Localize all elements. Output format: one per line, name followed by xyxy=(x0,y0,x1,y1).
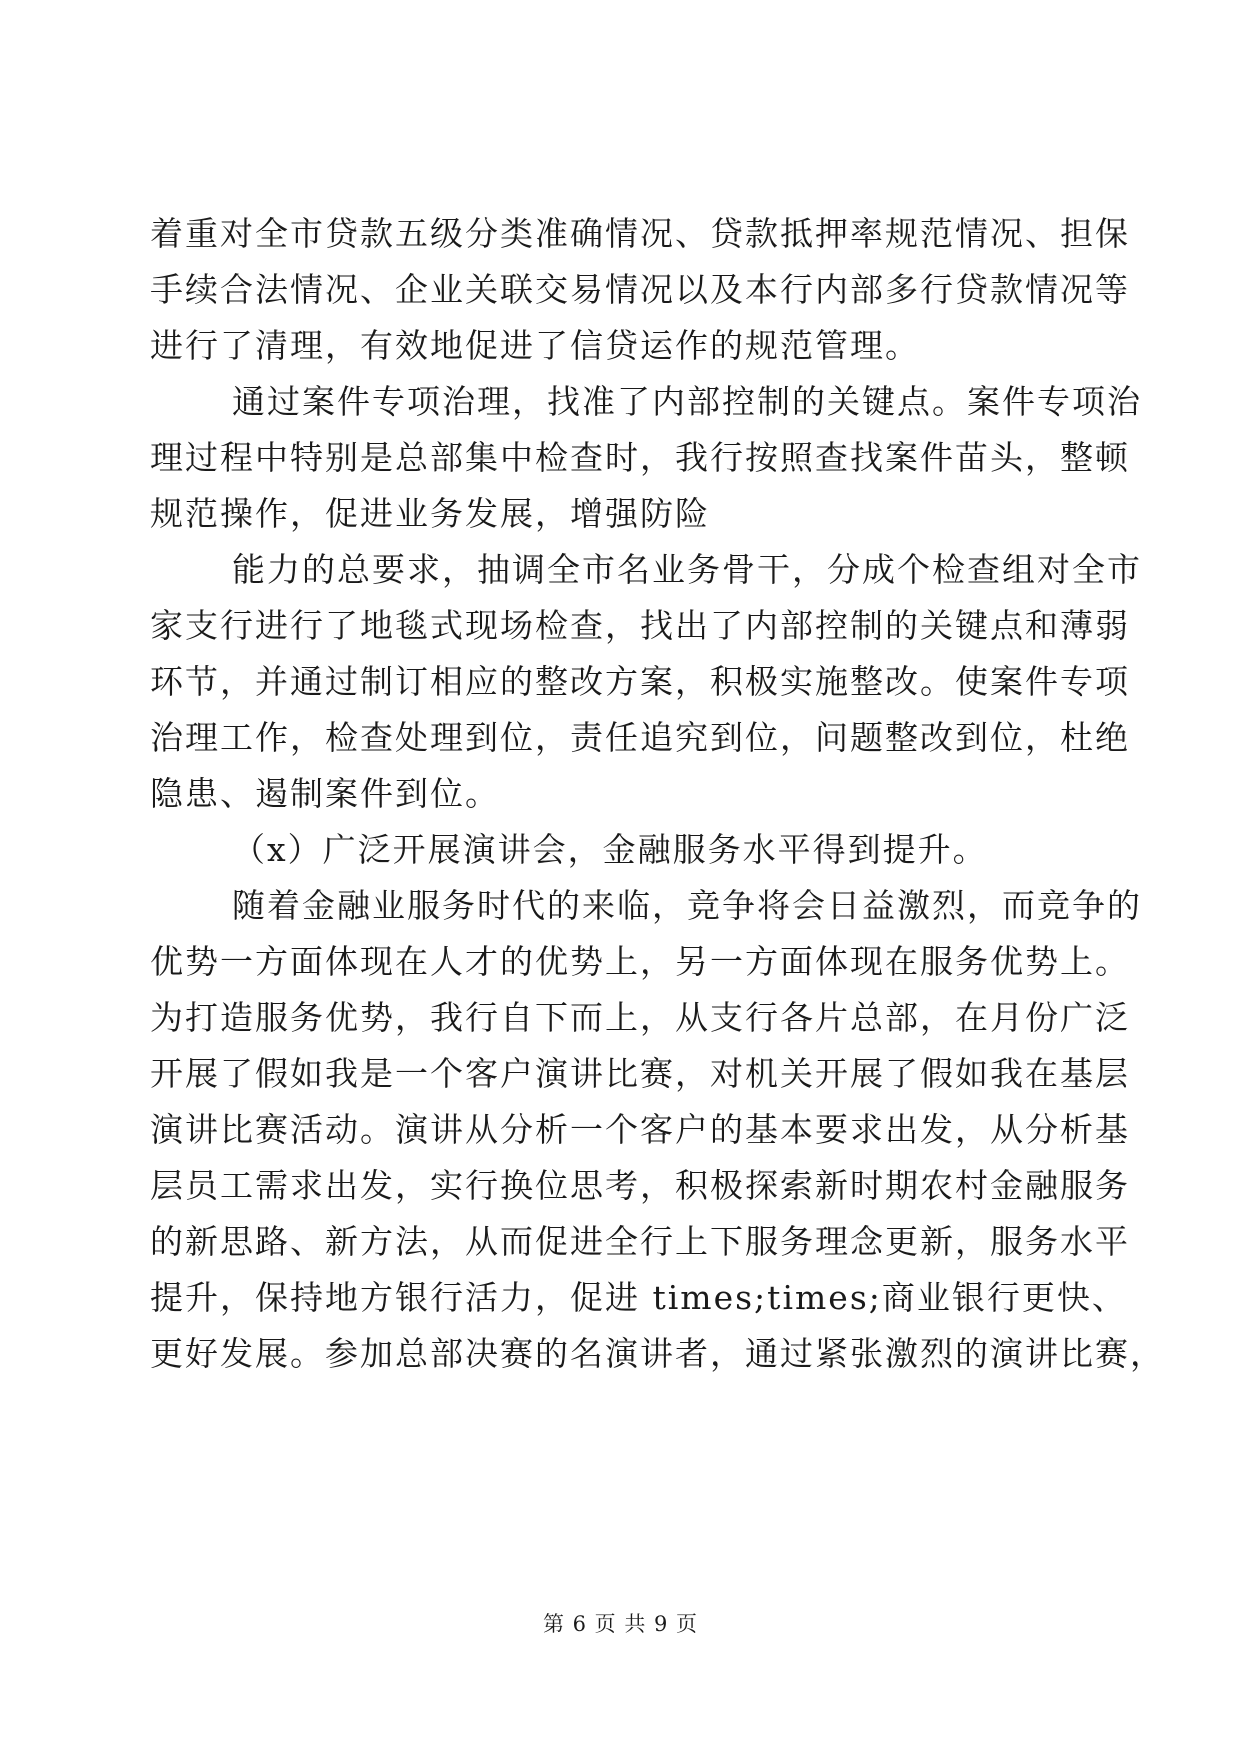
text-line: 演讲比赛活动。演讲从分析一个客户的基本要求出发，从分析基 xyxy=(150,1110,1130,1149)
text-line: 为打造服务优势，我行自下而上，从支行各片总部，在月份广泛 xyxy=(150,998,1130,1037)
text-line: 环节，并通过制订相应的整改方案，积极实施整改。使案件专项 xyxy=(150,662,1130,701)
text-line: 的新思路、新方法，从而促进全行上下服务理念更新，服务水平 xyxy=(150,1222,1130,1261)
text-line: 治理工作，检查处理到位，责任追究到位，问题整改到位，杜绝 xyxy=(150,718,1130,757)
paragraph-first-line: 能力的总要求，抽调全市名业务骨干，分成个检查组对全市 xyxy=(232,550,1142,589)
text-line: 更好发展。参加总部决赛的名演讲者，通过紧张激烈的演讲比赛， xyxy=(150,1334,1165,1373)
text-line: 理过程中特别是总部集中检查时，我行按照查找案件苗头，整顿 xyxy=(150,438,1130,477)
text-line: 隐患、遏制案件到位。 xyxy=(150,774,500,813)
text-line: 规范操作，促进业务发展，增强防险 xyxy=(150,494,710,533)
text-line: 进行了清理，有效地促进了信贷运作的规范管理。 xyxy=(150,326,920,365)
text-line: 开展了假如我是一个客户演讲比赛，对机关开展了假如我在基层 xyxy=(150,1054,1130,1093)
paragraph-first-line: 通过案件专项治理，找准了内部控制的关键点。案件专项治 xyxy=(232,382,1142,421)
section-heading: （x）广泛开展演讲会，金融服务水平得到提升。 xyxy=(232,830,988,869)
text-line: 优势一方面体现在人才的优势上，另一方面体现在服务优势上。 xyxy=(150,942,1130,981)
text-line: 层员工需求出发，实行换位思考，积极探索新时期农村金融服务 xyxy=(150,1166,1130,1205)
text-line: 手续合法情况、企业关联交易情况以及本行内部多行贷款情况等 xyxy=(150,270,1130,309)
text-line: 着重对全市贷款五级分类准确情况、贷款抵押率规范情况、担保 xyxy=(150,214,1130,253)
text-line: 家支行进行了地毯式现场检查，找出了内部控制的关键点和薄弱 xyxy=(150,606,1130,645)
text-line: 提升，保持地方银行活力，促进 times;times;商业银行更快、 xyxy=(150,1278,1127,1317)
page-number-footer: 第 6 页 共 9 页 xyxy=(542,1612,699,1636)
paragraph-first-line: 随着金融业服务时代的来临，竞争将会日益激烈，而竞争的 xyxy=(232,886,1142,925)
